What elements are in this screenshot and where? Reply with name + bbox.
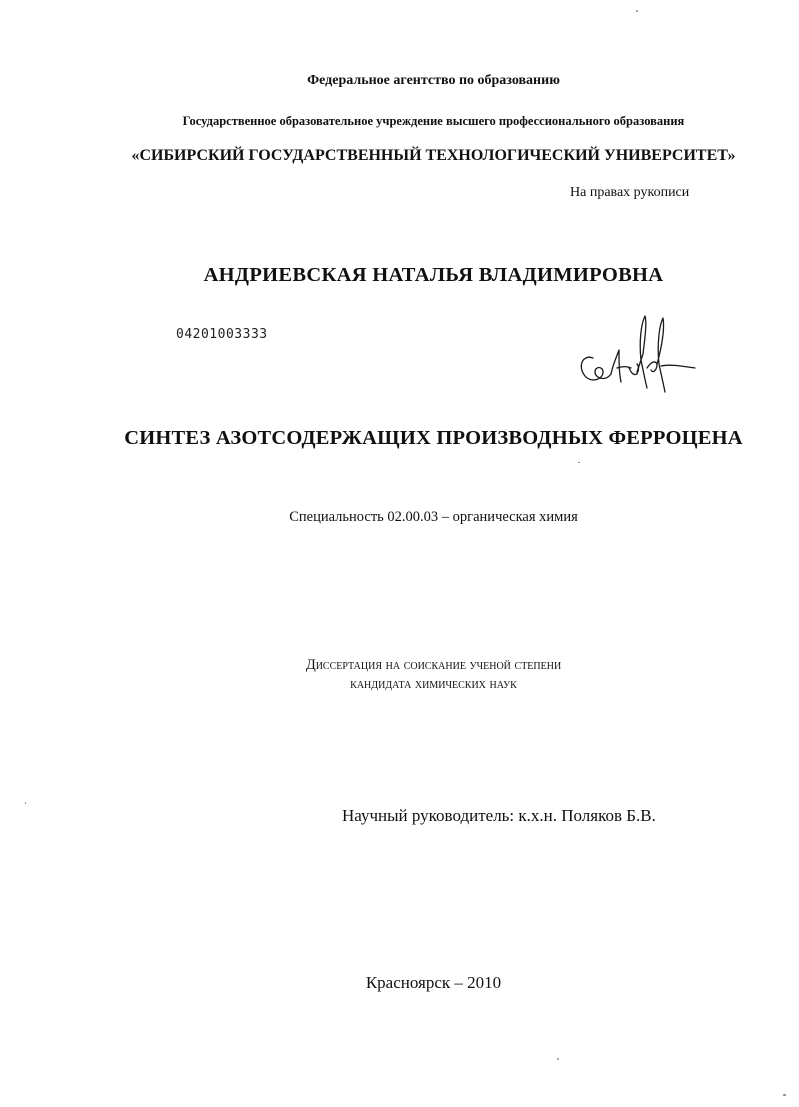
agency-name: Федеральное агентство по образованию bbox=[307, 73, 560, 88]
university-name: «СИБИРСКИЙ ГОСУДАРСТВЕННЫЙ ТЕХНОЛОГИЧЕСКИЙ УНИВЕРСИТЕТ» bbox=[131, 147, 736, 164]
signature-icon bbox=[565, 310, 700, 395]
scan-speck bbox=[636, 10, 638, 12]
author-name: АНДРИЕВСКАЯ НАТАЛЬЯ ВЛАДИМИРОВНА bbox=[203, 264, 664, 286]
dissertation-title: СИНТЕЗ АЗОТСОДЕРЖАЩИХ ПРОИЗВОДНЫХ ФЕРРОЦЕНА bbox=[124, 427, 743, 449]
scan-speck bbox=[578, 462, 580, 463]
degree-statement-line-2: кандидата химических наук bbox=[350, 676, 517, 692]
city-year: Красноярск – 2010 bbox=[365, 973, 502, 992]
scientific-advisor: Научный руководитель: к.х.н. Поляков Б.В. bbox=[342, 806, 656, 825]
degree-statement bbox=[34, 656, 799, 694]
scan-speck bbox=[25, 802, 26, 804]
institution-name: Государственное образовательное учреждение высшего профессионального образования bbox=[182, 114, 685, 128]
scan-speck bbox=[557, 1058, 559, 1060]
scan-speck bbox=[783, 1094, 786, 1096]
specialty-line: Специальность 02.00.03 – органическая химия bbox=[289, 509, 578, 525]
degree-statement-line-1: Диссертация на соискание ученой степени bbox=[305, 657, 562, 673]
registration-number: 04201003333 bbox=[176, 327, 268, 342]
manuscript-note: На правах рукописи bbox=[570, 185, 690, 200]
